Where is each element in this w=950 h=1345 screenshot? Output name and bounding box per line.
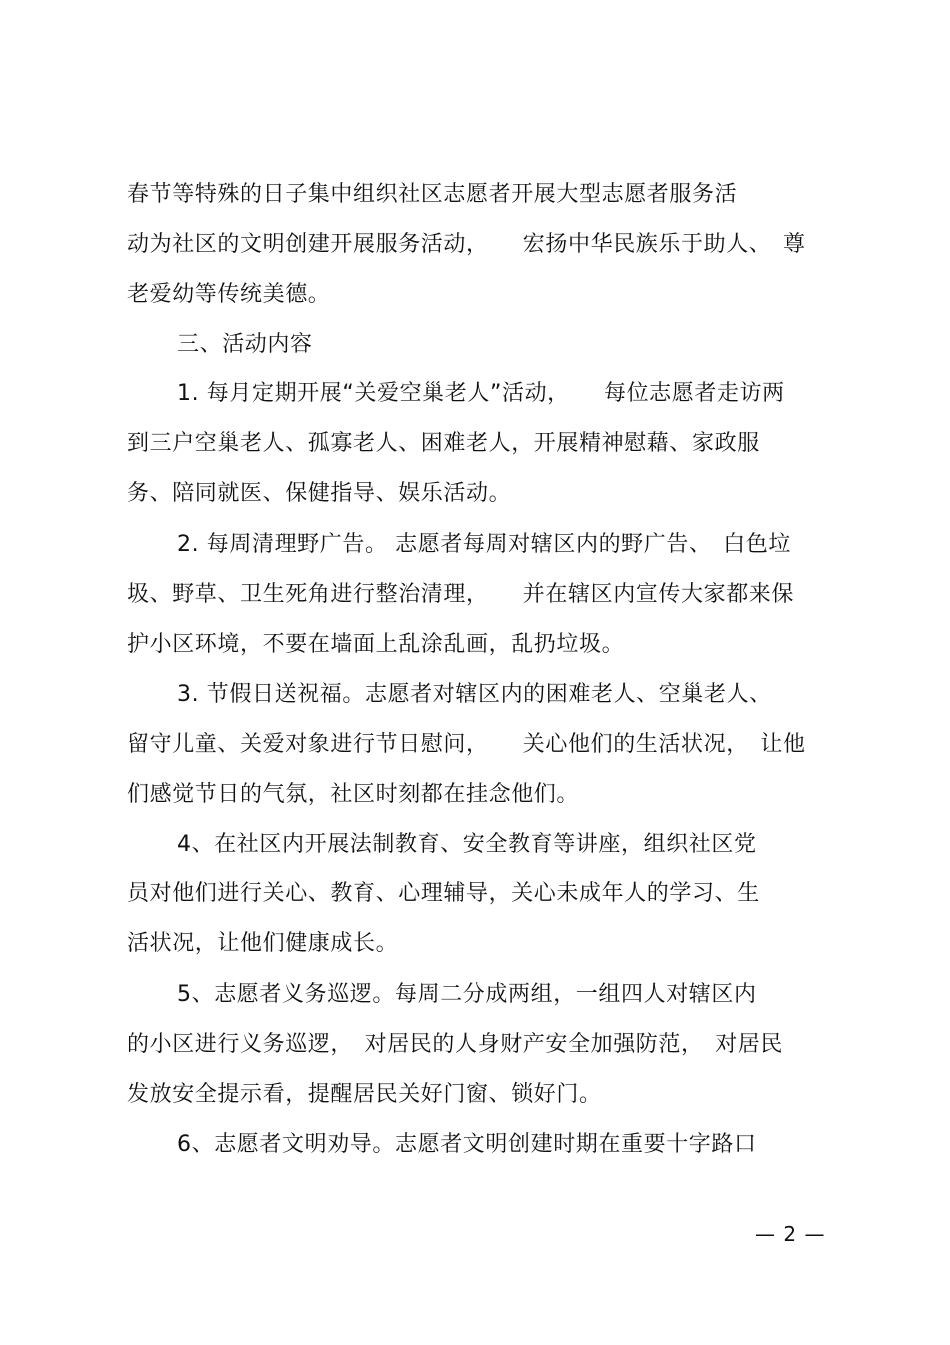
- body-text-line: 到三户空巢老人、孤寡老人、困难老人，开展精神慰藉、家政服: [127, 431, 760, 456]
- body-text-line: 的小区进行义务巡逻， 对居民的人身财产安全加强防范， 对居民: [127, 1032, 784, 1057]
- body-text-line: 发放安全提示看，提醒居民关好门窗、锁好门。: [127, 1082, 602, 1107]
- body-text-line: 6、志愿者文明劝导。志愿者文明创建时期在重要十字路口: [177, 1132, 757, 1157]
- page-number: — 2 —: [755, 1222, 826, 1246]
- body-text-line: 4、在社区内开展法制教育、安全教育等讲座，组织社区党: [177, 832, 757, 857]
- body-text-line: 春节等特殊的日子集中组织社区志愿者开展大型志愿者服务活: [127, 182, 738, 207]
- body-text-line: 2. 每周清理野广告。 志愿者每周对辖区内的野广告、 白色垃: [177, 532, 791, 557]
- body-text-line: 务、陪同就医、保健指导、娱乐活动。: [127, 481, 512, 506]
- body-text-line: 3. 节假日送祝福。志愿者对辖区内的困难老人、空巢老人、: [177, 682, 772, 707]
- section-heading: 三、活动内容: [177, 332, 313, 357]
- body-text-line: 留守儿童、关爱对象进行节日慰问， 关心他们的生活状况， 让他: [127, 732, 806, 757]
- body-text-line: 活状况，让他们健康成长。: [127, 931, 399, 956]
- body-text-line: 动为社区的文明创建开展服务活动， 宏扬中华民族乐于助人、 尊: [127, 232, 806, 257]
- body-text-line: 圾、野草、卫生死角进行整治清理， 并在辖区内宣传大家都来保: [127, 582, 795, 607]
- body-text-line: 1. 每月定期开展“关爱空巢老人”活动， 每位志愿者走访两: [177, 381, 785, 406]
- body-text-line: 员对他们进行关心、教育、心理辅导，关心未成年人的学习、生: [127, 881, 760, 906]
- body-text-line: 护小区环境，不要在墙面上乱涂乱画，乱扔垃圾。: [127, 632, 625, 657]
- body-text-line: 老爱幼等传统美德。: [127, 282, 331, 307]
- body-text-line: 们感觉节日的气氛，社区时刻都在挂念他们。: [127, 782, 580, 807]
- body-text-line: 5、志愿者义务巡逻。每周二分成两组，一组四人对辖区内: [177, 982, 757, 1007]
